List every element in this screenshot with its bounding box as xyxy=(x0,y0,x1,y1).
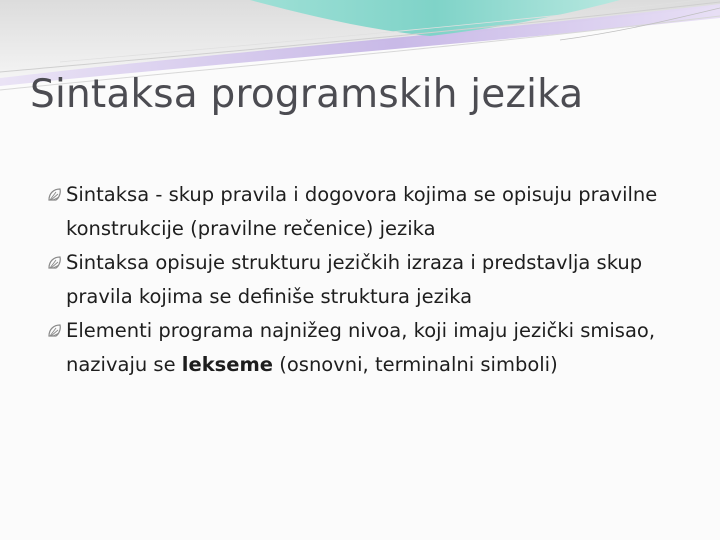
bullet-item xyxy=(48,178,688,246)
shell-bullet-icon xyxy=(48,188,64,202)
bullet-text: Elementi programa najnižeg nivoa, koji imaju jezički smisao, nazivaju se xyxy=(66,319,656,376)
bullet-text: Sintaksa - skup pravila i dogovora kojima se opisuju pravilne konstrukcije (pravilne rečenice) jezika xyxy=(66,183,658,240)
shell-bullet-icon xyxy=(48,256,64,270)
bullet-text: Sintaksa opisuje strukturu jezičkih izraza i predstavlja skup pravila kojima se definiše struktura jezika xyxy=(66,251,643,308)
bullet-list xyxy=(48,178,688,382)
bullet-text-bold: lekseme xyxy=(181,353,274,376)
shell-bullet-icon xyxy=(48,324,64,338)
bullet-text: (osnovni, terminalni simboli) xyxy=(273,353,558,376)
bullet-item xyxy=(48,246,688,314)
bullet-item xyxy=(48,314,688,382)
slide-title: Sintaksa programskih jezika xyxy=(30,72,584,117)
